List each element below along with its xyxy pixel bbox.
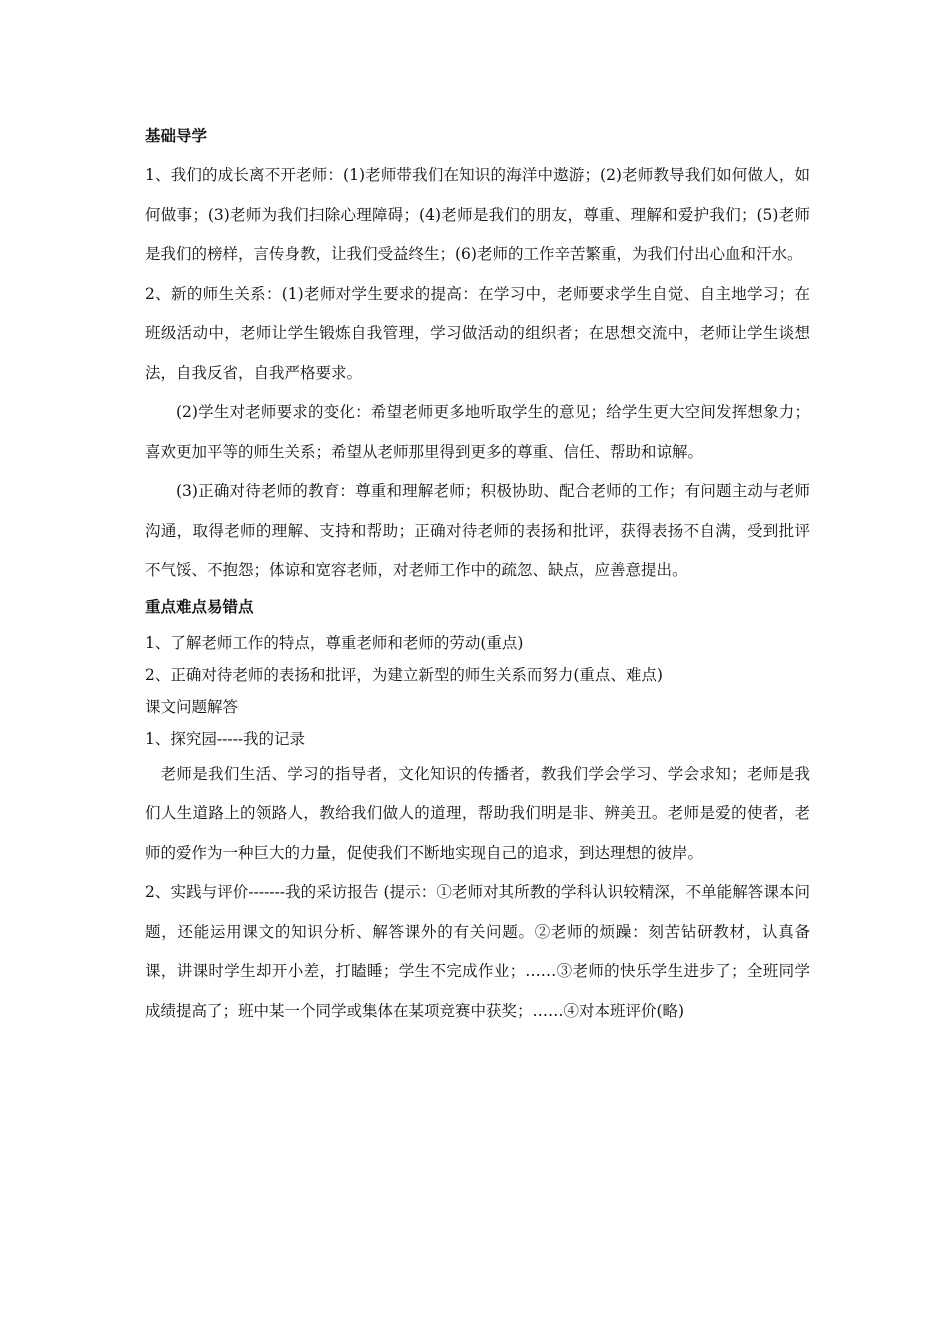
document-body <box>145 122 810 1031</box>
section-title-answers: 课文问题解答 <box>145 697 239 716</box>
section-title-key: 重点难点易错点 <box>145 597 254 616</box>
basic-paragraph-3: (2)学生对老师要求的变化：希望老师更多地听取学生的意见；给学生更大空间发挥想象力；喜欢更加平等的师生关系；希望从老师那里得到更多的尊重、信任、帮助和谅解。 <box>145 403 810 461</box>
answer-question-1: 1、探究园-----我的记录 <box>145 729 306 748</box>
key-item-1: 1、了解老师工作的特点，尊重老师和老师的劳动(重点) <box>145 633 524 652</box>
basic-paragraph-1: 1、我们的成长离不开老师：(1)老师带我们在知识的海洋中遨游；(2)老师教导我们如何做人，如何做事；(3)老师为我们扫除心理障碍；(4)老师是我们的朋友，尊重、理解和爱护我们；(5)老师是我们的榜样，言传身教，让我们受益终生；(6)老师的工作辛苦繁重，为我们付出心血和汗水。 <box>145 166 810 263</box>
section-title-basic: 基础导学 <box>145 127 208 145</box>
key-item-2: 2、正确对待老师的表扬和批评，为建立新型的师生关系而努力(重点、难点) <box>145 665 663 684</box>
answer-question-2: 2、实践与评价-------我的采访报告 (提示：①老师对其所教的学科认识较精深，不单能解答课本问题，还能运用课文的知识分析、解答课外的有关问题。②老师的烦躁：刻苦钻研教材，认真备课，讲课时学生却开小差，打瞌睡；学生不完成作业；……③老师的快乐学生进步了；全班同学成绩提高了；班中某一个同学或集体在某项竞赛中获奖；……④对本班评价(略) <box>145 883 810 1020</box>
basic-paragraph-2: 2、新的师生关系：(1)老师对学生要求的提高：在学习中，老师要求学生自觉、自主地学习；在班级活动中，老师让学生锻炼自我管理，学习做活动的组织者；在思想交流中，老师让学生谈想法，自我反省，自我严格要求。 <box>145 284 810 382</box>
answer-paragraph-1: 老师是我们生活、学习的指导者，文化知识的传播者，教我们学会学习、学会求知；老师是我们人生道路上的领路人，教给我们做人的道理，帮助我们明是非、辨美丑。老师是爱的使者，老师的爱作为一种巨大的力量，促使我们不断地实现自己的追求，到达理想的彼岸。 <box>145 764 810 862</box>
basic-paragraph-4: (3)正确对待老师的教育：尊重和理解老师；积极协助、配合老师的工作；有问题主动与老师沟通，取得老师的理解、支持和帮助；正确对待老师的表扬和批评，获得表扬不自满，受到批评不气馁、不抱怨；体谅和宽容老师，对老师工作中的疏忽、缺点，应善意提出。 <box>145 482 810 579</box>
